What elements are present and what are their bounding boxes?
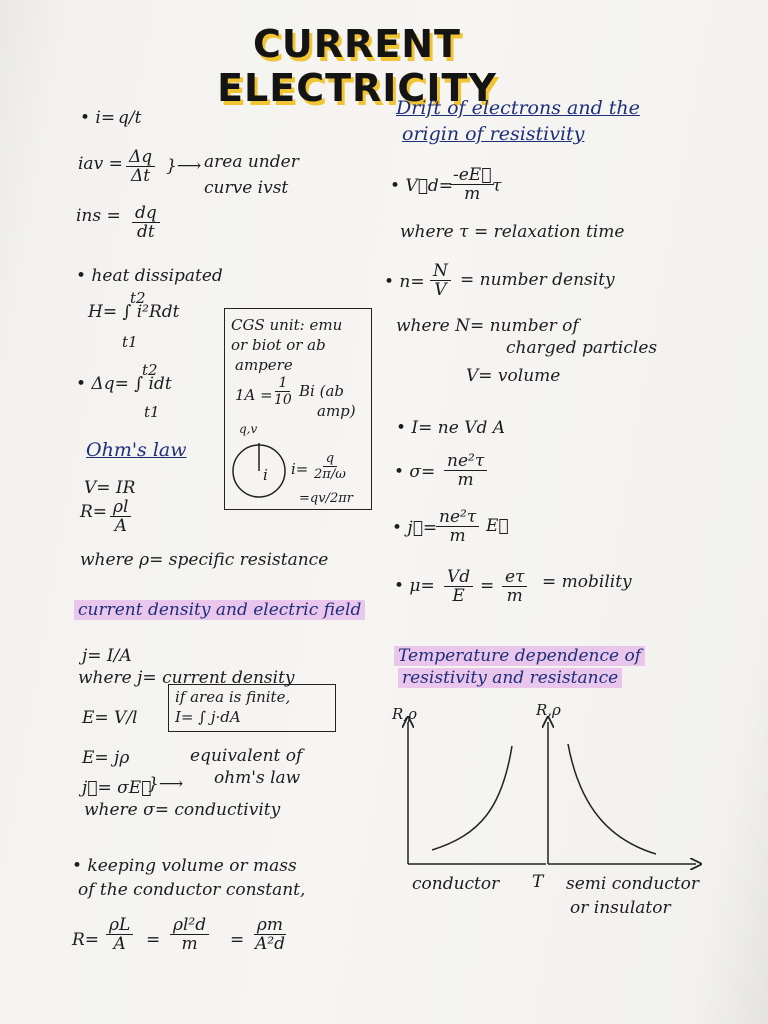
ohm-r-prefix: R=	[80, 502, 108, 522]
drift-heading-line1: Drift of electrons and the	[396, 97, 640, 119]
v-volume: V= volume	[466, 366, 561, 386]
finite-line2: I= ∫ j·dA	[175, 708, 241, 726]
r-final-fraction2: $\frac{\text{ρl²d}}{m}$	[170, 916, 209, 953]
equals-sign: =	[230, 930, 245, 950]
box-line4-prefix: 1A =	[235, 386, 273, 404]
temp-heading-line1: Temperature dependence of	[394, 646, 645, 666]
density-heading: current density and electric field	[74, 600, 365, 620]
cgs-unit-box	[224, 308, 372, 510]
loop-i-fraction: $\frac{q}{2\pi/\omega}$	[314, 451, 346, 482]
e-jp: E= jρ	[82, 748, 130, 768]
graph-t-label: T	[532, 872, 544, 892]
j-where: where j= current density	[78, 668, 295, 688]
iav-note-line1: area under	[204, 152, 299, 172]
heat-lower-limit: t1	[122, 333, 138, 351]
mu-prefix: • μ=	[394, 576, 435, 596]
heat-upper-limit: t2	[130, 289, 146, 307]
box-line3: ampere	[235, 356, 293, 374]
equals-sign: =	[480, 576, 495, 596]
ins-prefix: ins =	[76, 206, 121, 226]
mu-suffix: = mobility	[542, 572, 632, 592]
loop-i-alt: =qv/2πr	[299, 491, 353, 506]
equiv-line2: ohm's law	[214, 768, 301, 788]
semiconductor-curve	[568, 744, 656, 854]
iav-fraction: $\frac{\Delta q}{\Delta t}$	[126, 148, 155, 185]
ins-fraction: $\frac{dq}{dt}$	[132, 204, 160, 241]
sigma-prefix: • σ=	[394, 462, 436, 482]
keeping-line2: of the conductor constant,	[78, 880, 306, 900]
page-title: CURRENT ELECTRICITY	[217, 22, 497, 110]
ohm-v: V= IR	[84, 478, 136, 498]
graph1-y-label: R,ρ	[392, 705, 417, 723]
box-line2: or biot or ab	[231, 336, 326, 354]
rho-note: where ρ= specific resistance	[80, 550, 329, 570]
j-def: j= I/A	[82, 646, 132, 666]
vd-suffix: τ	[492, 176, 502, 196]
loop-radius: i	[263, 466, 268, 484]
graph2-caption-line2: or insulator	[570, 898, 671, 918]
jvec-suffix: E⃗	[486, 516, 509, 536]
i-def: q/t	[118, 108, 142, 128]
vd-fraction: $\frac{-eE⃗}{m}$	[450, 166, 494, 203]
box-fraction: $\frac{1}{10}$	[274, 375, 292, 408]
equiv-line1: equivalent of	[190, 746, 303, 766]
graph1-caption: conductor	[412, 874, 500, 894]
where-n-line1: where N= number of	[396, 316, 579, 336]
n-suffix: = number density	[460, 270, 615, 290]
sigma-fraction: $\frac{\text{ne²τ}}{m}$	[444, 452, 487, 489]
ohm-heading: Ohm's law	[86, 439, 187, 461]
i-ne-vd-a: • I= ne Vd A	[396, 418, 506, 438]
dq-upper-limit: t2	[142, 361, 158, 379]
equals-sign: =	[146, 930, 161, 950]
equiv-arrow: }⟶	[148, 774, 184, 794]
r-final-prefix: R=	[72, 930, 100, 950]
i-def-prefix: • i=	[80, 108, 116, 128]
drift-heading-line2: origin of resistivity	[402, 123, 585, 145]
jvec-prefix: • j⃗=	[392, 518, 438, 538]
dq-lower-limit: t1	[144, 403, 160, 421]
conductor-curve	[432, 746, 512, 850]
box-line4-suffix: Bi (ab	[299, 382, 344, 400]
vd-prefix: • V⃗d=	[390, 176, 454, 196]
loop-label: q,v	[239, 422, 258, 436]
mu-fraction1: $\frac{Vd}{E}$	[444, 568, 473, 605]
box-line5: amp)	[317, 402, 356, 420]
mu-fraction2: $\frac{e\tau}{m}$	[502, 568, 527, 605]
n-prefix: • n=	[384, 272, 425, 292]
finite-line1: if area is finite,	[175, 688, 291, 706]
heat-formula: H= ∫ i²Rdt	[88, 302, 180, 322]
where-n-line2: charged particles	[506, 338, 658, 358]
n-fraction: $\frac{N}{V}$	[430, 262, 451, 299]
r-final-fraction1: $\frac{\rho L}{A}$	[106, 916, 133, 953]
keeping-line1: • keeping volume or mass	[72, 856, 297, 876]
finite-box	[168, 684, 336, 732]
jvec-fraction: $\frac{\text{ne²τ}}{m}$	[436, 508, 479, 545]
box-line1: CGS unit: emu	[231, 316, 343, 334]
heat-label: • heat dissipated	[76, 266, 223, 286]
e-def: E= V/l	[82, 708, 138, 728]
ohm-r-fraction: $\frac{\rho l}{A}$	[110, 498, 131, 535]
temp-heading-line2: resistivity and resistance	[398, 668, 622, 688]
dq-formula: • Δq= ∫ idt	[76, 374, 172, 394]
sigma-note: where σ= conductivity	[84, 800, 281, 820]
loop-i-prefix: i=	[291, 460, 309, 478]
relax-note: where τ = relaxation time	[400, 222, 625, 242]
r-final-fraction3: $\frac{\rho m}{\text{A²d}}$	[255, 915, 285, 954]
graph2-y-label: R,ρ	[536, 701, 561, 719]
iav-prefix: iav =	[78, 154, 123, 174]
brace-arrow: }⟶	[166, 156, 202, 176]
j-sigma: j⃗= σE⃗	[82, 778, 152, 798]
current-loop-diagram	[231, 435, 291, 499]
graph2-caption-line1: semi conductor	[566, 874, 699, 894]
iav-note-line2: curve ivst	[204, 178, 289, 198]
